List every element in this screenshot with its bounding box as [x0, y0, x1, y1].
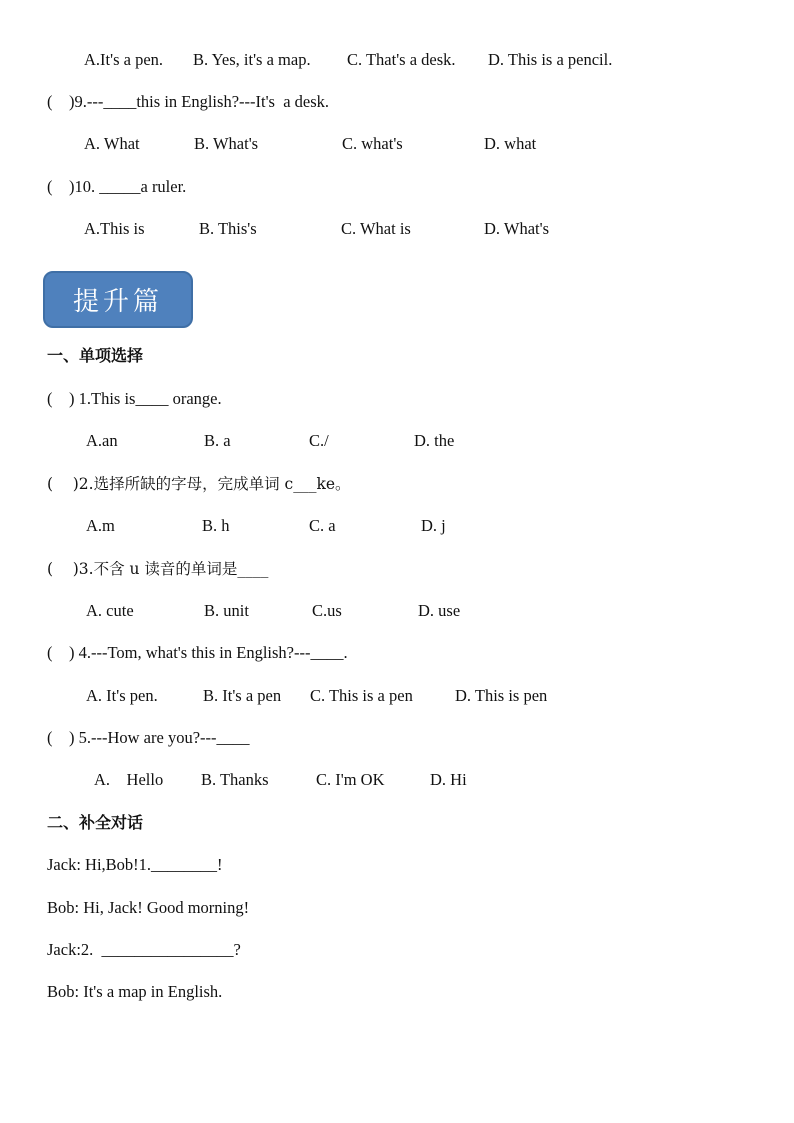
option-d: D. j [421, 516, 446, 535]
option-a: A.an [86, 431, 118, 450]
question-stem: ( )2.选择所缺的字母，完成单词 c___ke。 [47, 475, 351, 493]
option-d: D. This is pen [455, 686, 548, 705]
part2-heading: 二、补全对话 [47, 813, 144, 832]
part1-heading: 一、单项选择 [47, 346, 144, 365]
question-stem: ( )3.不含 u 读音的单词是____ [47, 560, 269, 578]
option-c: C. That's a desk. [347, 50, 456, 69]
question-stem: ( ) 4.---Tom, what's this in English?---____. [47, 643, 348, 662]
option-b: B. It's a pen [203, 686, 282, 705]
option-d: D. the [414, 431, 455, 450]
option-d: D. what [484, 134, 537, 153]
option-c: C. a [309, 516, 336, 535]
option-b: B. Yes, it's a map. [193, 50, 311, 69]
option-b: B. This's [199, 219, 257, 238]
question-stem: ( )9.---____this in English?---It's a desk. [47, 92, 330, 111]
option-a: A. Hello [94, 770, 164, 789]
option-b: B. a [204, 431, 231, 450]
dialogue-line: Bob: Hi, Jack! Good morning! [47, 898, 250, 917]
option-a: A.This is [84, 219, 145, 238]
option-c: C. what's [342, 134, 403, 153]
dialogue-line: Jack: Hi,Bob!1.________! [47, 855, 223, 874]
option-a: A.It's a pen. [84, 50, 164, 69]
option-d: D. Hi [430, 770, 467, 789]
option-a: A. It's pen. [86, 686, 158, 705]
section-badge: 提升篇 [43, 271, 193, 328]
option-b: B. h [202, 516, 230, 535]
option-b: B. What's [194, 134, 259, 153]
option-a: A. What [84, 134, 140, 153]
option-c: C.us [312, 601, 342, 620]
dialogue-line: Bob: It's a map in English. [47, 982, 223, 1001]
option-c: C. This is a pen [310, 686, 413, 705]
dialogue-line: Jack:2. ________________? [47, 940, 241, 959]
option-c: C. What is [341, 219, 411, 238]
option-d: D. use [418, 601, 461, 620]
question-stem: ( )10. _____a ruler. [47, 177, 187, 196]
question-stem: ( ) 1.This is____ orange. [47, 389, 222, 408]
option-c: C./ [309, 431, 329, 450]
option-b: B. Thanks [201, 770, 269, 789]
option-c: C. I'm OK [316, 770, 385, 789]
option-d: D. What's [484, 219, 549, 238]
option-a: A.m [86, 516, 115, 535]
option-a: A. cute [86, 601, 134, 620]
question-stem: ( ) 5.---How are you?---____ [47, 728, 250, 747]
option-b: B. unit [204, 601, 249, 620]
option-d: D. This is a pencil. [488, 50, 613, 69]
